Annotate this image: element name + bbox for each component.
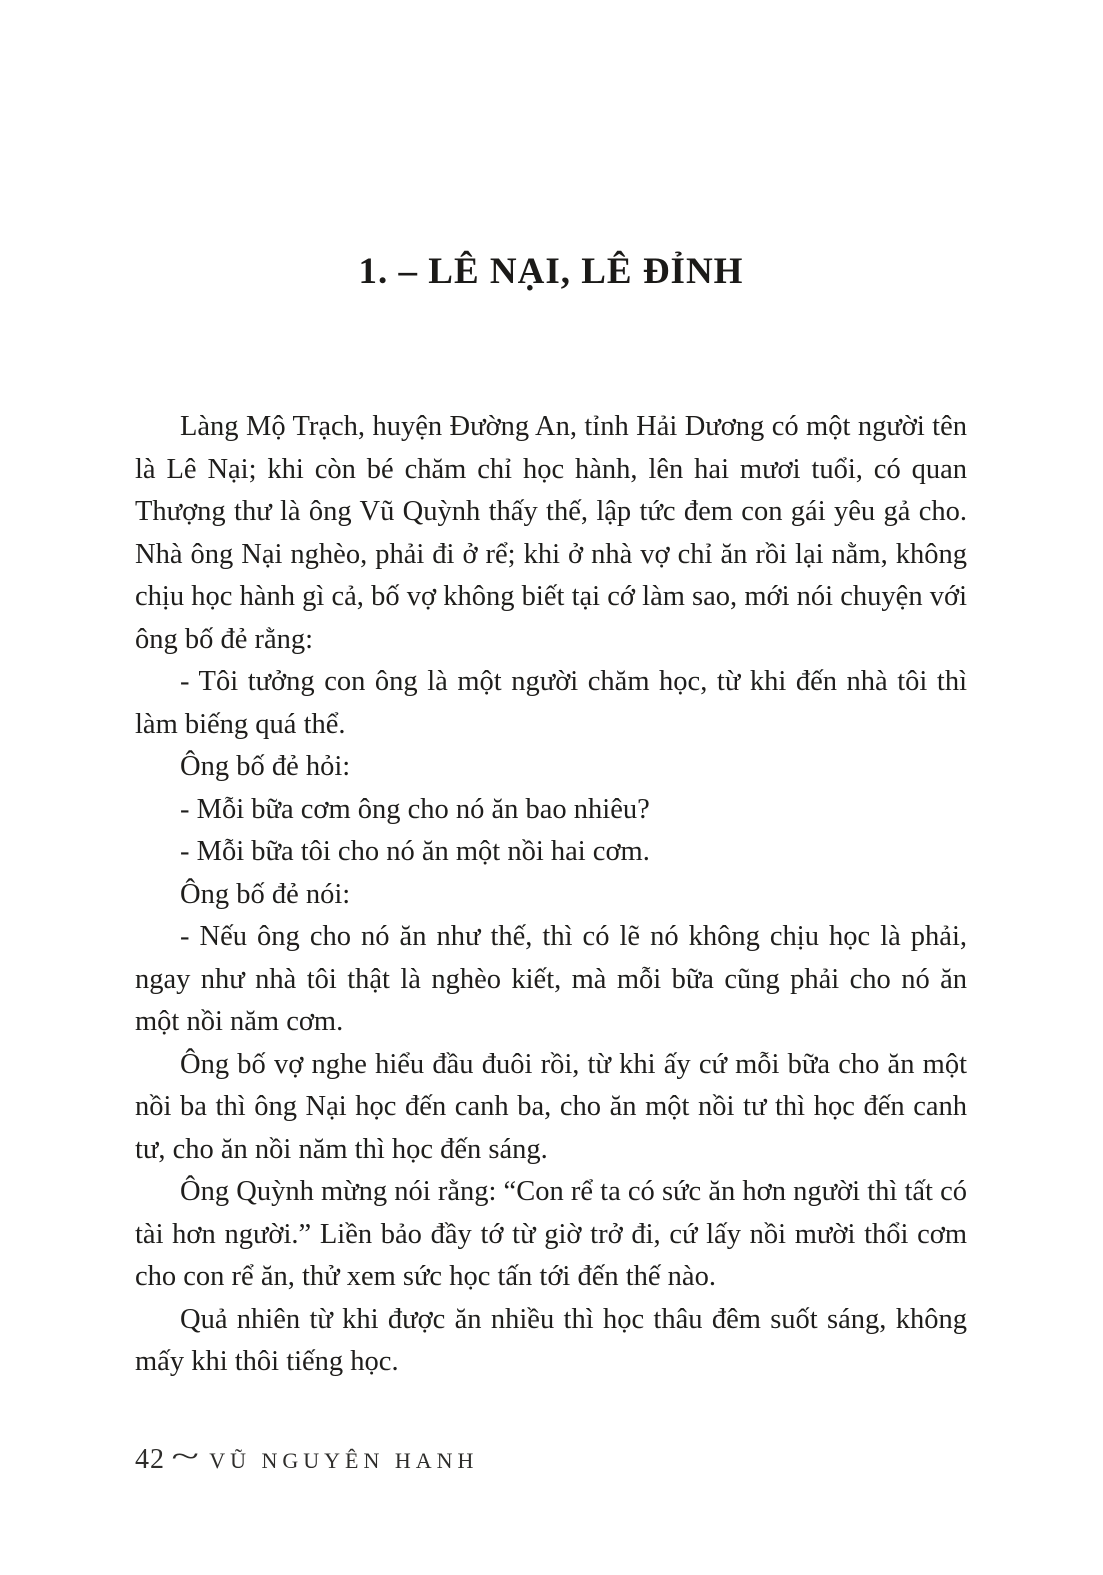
paragraph: Ông Quỳnh mừng nói rằng: “Con rể ta có sức ăn hơn người thì tất có tài hơn người.” Liền bảo đầy tớ từ giờ trở đi, cứ lấy nồi mười thổi cơm cho con rể ăn, thử xem sức học tấn tới đến thế nào. (135, 1176, 967, 1292)
paragraph: Ông bố đẻ hỏi: (180, 751, 351, 782)
page-footer (135, 1442, 967, 1476)
paragraph: - Nếu ông cho nó ăn như thế, thì có lẽ nó không chịu học là phải, ngay như nhà tôi thật là nghèo kiết, mà mỗi bữa cũng phải cho nó ăn một nồi năm cơm. (135, 921, 967, 1037)
paragraph: - Mỗi bữa tôi cho nó ăn một nồi hai cơm. (180, 836, 650, 867)
story-text (135, 406, 967, 1384)
paragraph: - Tôi tưởng con ông là một người chăm học, từ khi đến nhà tôi thì làm biếng quá thể. (135, 666, 967, 740)
author-name: VŨ NGUYÊN HANH (209, 1448, 479, 1473)
paragraph: - Mỗi bữa cơm ông cho nó ăn bao nhiêu? (180, 793, 650, 825)
paragraph: Làng Mộ Trạch, huyện Đường An, tỉnh Hải Dương có một người tên là Lê Nại; khi còn bé chăm chỉ học hành, lên hai mươi tuổi, có quan Thượng thư là ông Vũ Quỳnh thấy thế, lập tức đem con gái yêu gả cho. Nhà ông Nại nghèo, phải đi ở rể; khi ở nhà vợ chỉ ăn rồi lại nằm, không chịu học hành gì cả, bố vợ không biết tại cớ làm sao, mới nói chuyện với ông bố đẻ rằng: (135, 411, 967, 655)
paragraph: Ông bố vợ nghe hiểu đầu đuôi rồi, từ khi ấy cứ mỗi bữa cho ăn một nồi ba thì ông Nại học đến canh ba, cho ăn một nồi tư thì học đến canh tư, cho ăn nồi năm thì học đến sáng. (135, 1048, 967, 1165)
paragraph: Ông bố đẻ nói: (180, 878, 351, 910)
chapter-title: 1. – LÊ NẠI, LÊ ĐỈNH (358, 251, 744, 292)
swung-dash-separator: ~ (171, 1440, 199, 1473)
paragraph: Quả nhiên từ khi được ăn nhiều thì học thâu đêm suốt sáng, không mấy khi thôi tiếng học. (135, 1303, 967, 1377)
page-number: 42 (135, 1444, 165, 1475)
